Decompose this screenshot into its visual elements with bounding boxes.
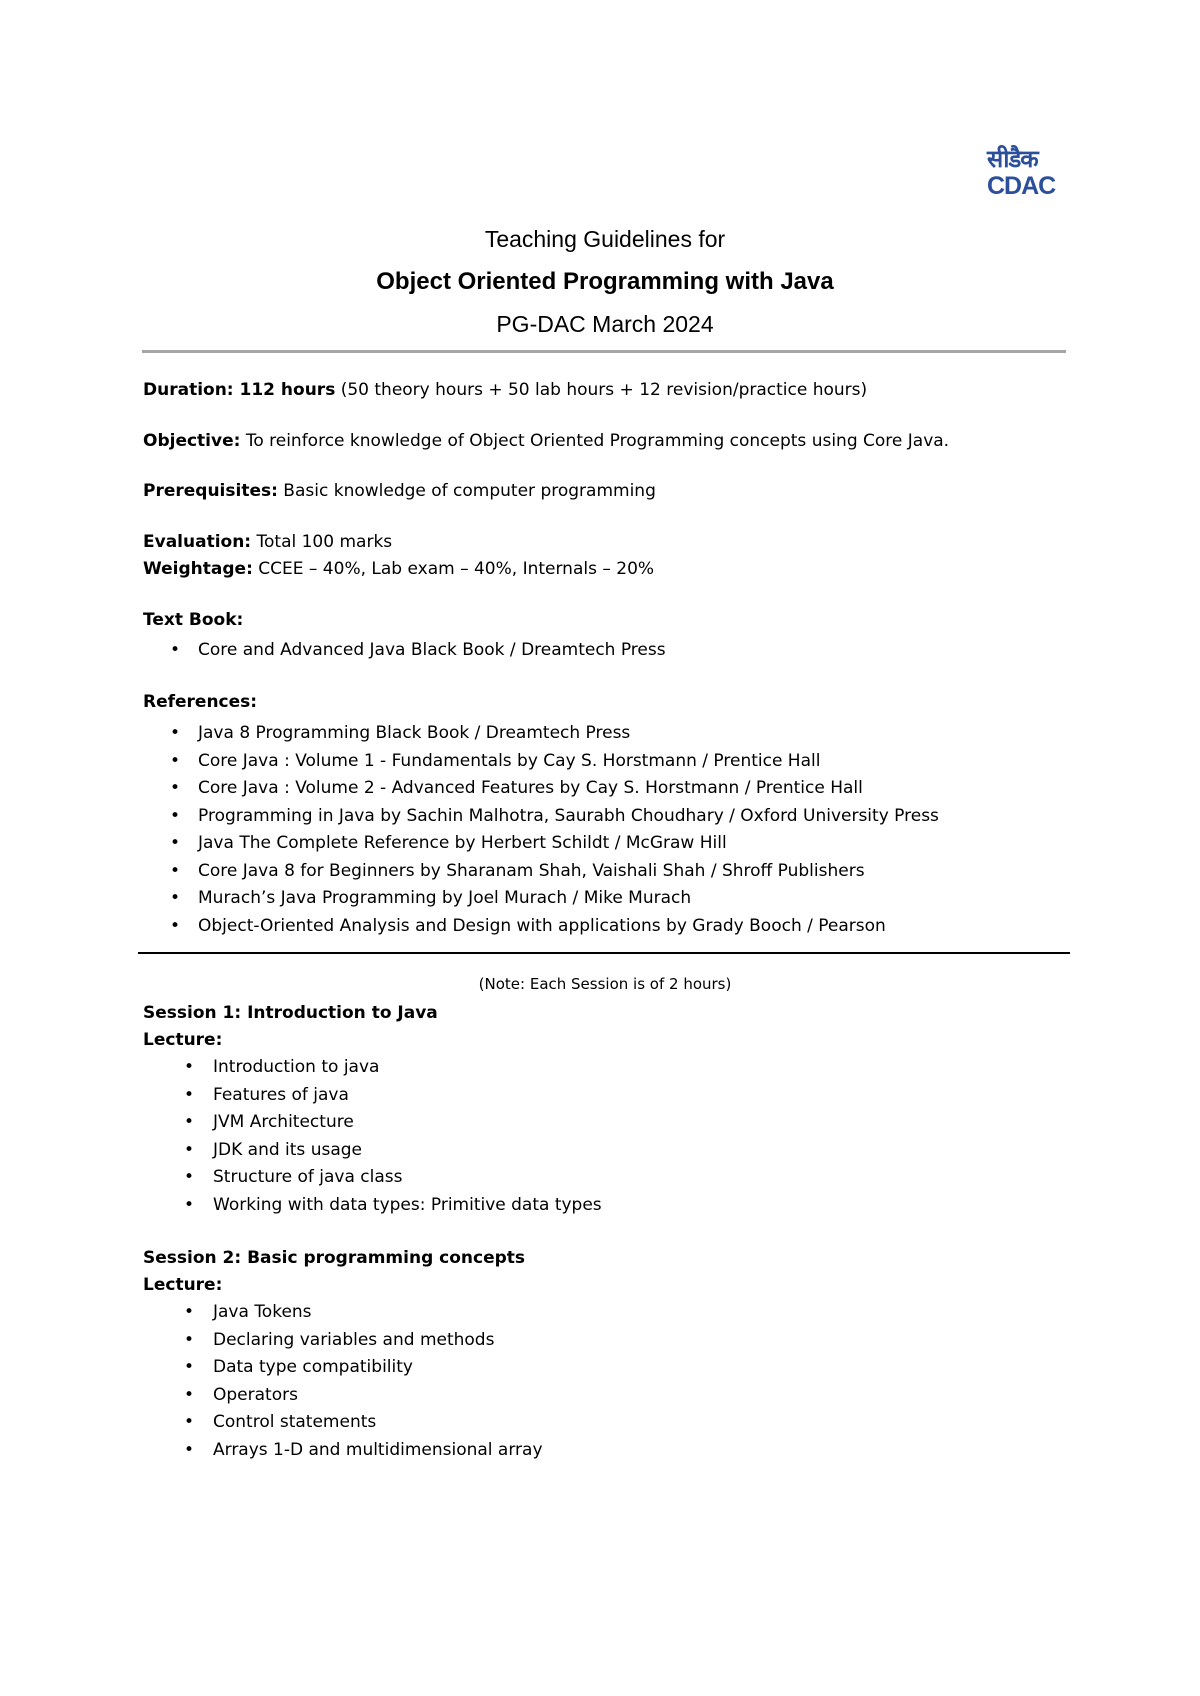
list-item: • Core Java 8 for Beginners by Sharanam Shah, Vaishali Shah / Shroff Publishers [170, 861, 865, 881]
logo-english-text: CDAC [987, 172, 1056, 200]
duration-label: Duration: 112 hours [143, 380, 336, 400]
list-item: • Java Tokens [184, 1302, 312, 1322]
list-item: • Structure of java class [184, 1167, 403, 1187]
textbook-heading: Text Book: [143, 610, 244, 630]
logo-hindi-text: सीडैक [987, 145, 1038, 173]
references-heading: References: [143, 692, 258, 712]
weightage-label: Weightage: [143, 559, 253, 579]
list-item: • Object-Oriented Analysis and Design with applications by Grady Booch / Pearson [170, 916, 886, 936]
list-item: • Java 8 Programming Black Book / Dreamtech Press [170, 723, 631, 743]
batch-title: PG-DAC March 2024 [496, 311, 714, 337]
list-item: • Core and Advanced Java Black Book / Dreamtech Press [170, 640, 666, 660]
lecture-label: Lecture: [143, 1275, 223, 1295]
weightage-value: CCEE – 40%, Lab exam – 40%, Internals – 20% [252, 559, 655, 579]
duration-value: (50 theory hours + 50 lab hours + 12 revision/practice hours) [335, 380, 868, 400]
list-item: • Control statements [184, 1412, 377, 1432]
session-note: (Note: Each Session is of 2 hours) [478, 975, 732, 993]
list-item: • JVM Architecture [184, 1112, 354, 1132]
list-item: • Core Java : Volume 2 - Advanced Features by Cay S. Horstmann / Prentice Hall [170, 778, 863, 798]
objective-label: Objective: [143, 431, 241, 451]
evaluation-line [143, 532, 392, 552]
evaluation-label: Evaluation: [143, 532, 252, 552]
section-divider [138, 952, 1070, 954]
duration-line [143, 380, 867, 400]
list-item: • Programming in Java by Sachin Malhotra, Saurabh Choudhary / Oxford University Press [170, 806, 939, 826]
header-divider [142, 350, 1066, 353]
weightage-line [143, 559, 654, 579]
list-item: • JDK and its usage [184, 1140, 362, 1160]
list-item: • Declaring variables and methods [184, 1330, 495, 1350]
list-item: • Introduction to java [184, 1057, 380, 1077]
list-item: • Java The Complete Reference by Herbert Schildt / McGraw Hill [170, 833, 727, 853]
list-item: • Operators [184, 1385, 298, 1405]
list-item: • Murach’s Java Programming by Joel Murach / Mike Murach [170, 888, 692, 908]
list-item: • Data type compatibility [184, 1357, 413, 1377]
list-item: • Working with data types: Primitive data types [184, 1195, 602, 1215]
prerequisites-line [143, 481, 656, 501]
session-title: Session 2: Basic programming concepts [143, 1248, 526, 1268]
objective-line [143, 431, 949, 451]
course-title: Object Oriented Programming with Java [376, 268, 834, 295]
evaluation-value: Total 100 marks [251, 532, 393, 552]
prerequisites-value: Basic knowledge of computer programming [277, 481, 656, 501]
title-line-1: Teaching Guidelines for [484, 226, 726, 252]
prerequisites-label: Prerequisites: [143, 481, 278, 501]
session-title: Session 1: Introduction to Java [143, 1003, 438, 1023]
list-item: • Features of java [184, 1085, 349, 1105]
list-item: • Core Java : Volume 1 - Fundamentals by Cay S. Horstmann / Prentice Hall [170, 751, 821, 771]
lecture-label: Lecture: [143, 1030, 223, 1050]
list-item: • Arrays 1-D and multidimensional array [184, 1440, 543, 1460]
objective-value: To reinforce knowledge of Object Oriented Programming concepts using Core Java. [240, 431, 950, 451]
cdac-logo [983, 142, 1075, 204]
